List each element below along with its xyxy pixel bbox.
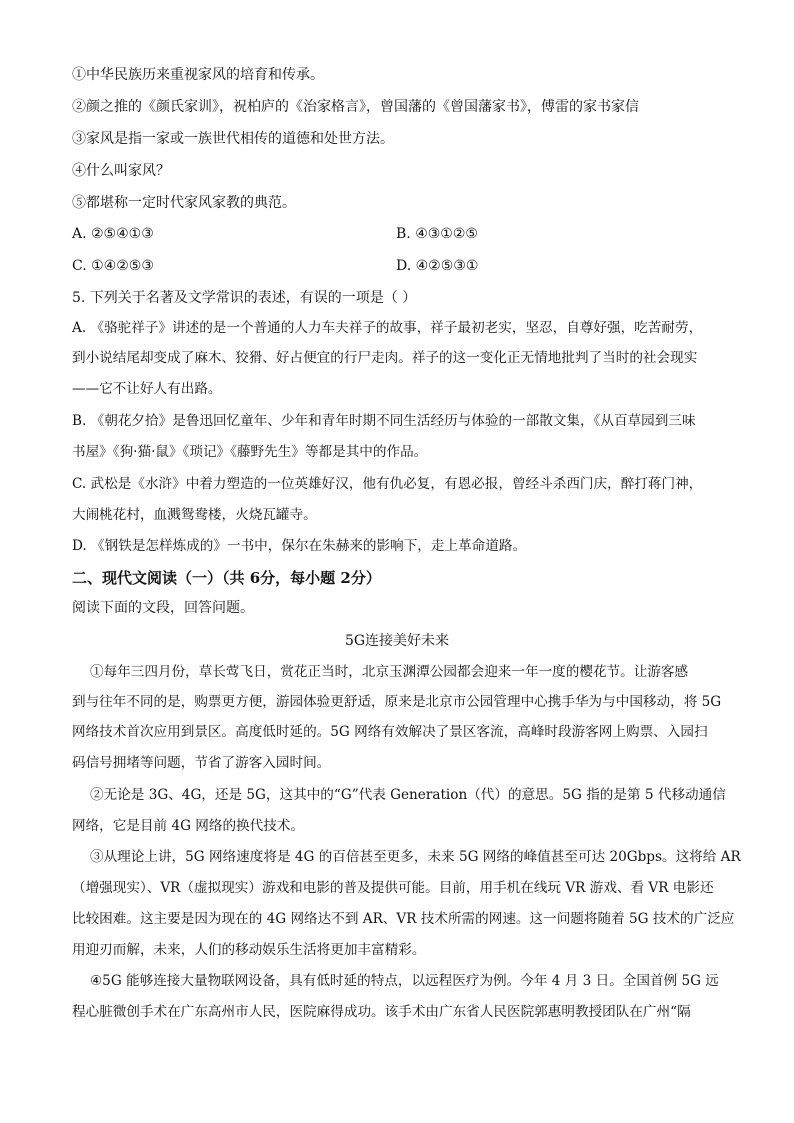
paragraph-3-line-1: ③从理论上讲，5G 网络速度将是 4G 的百倍甚至更多，未来 5G 网络的峰值甚至可达 20Gbps。这将给 AR (90, 849, 741, 865)
paragraph-3-line-3: 比较困难。这主要是因为现在的 4G 网络达不到 AR、VR 技术所需的网速。这一问题将随着 5G 技术的广泛应 (72, 911, 735, 927)
statement-3: ③家风是指一家或一族世代相传的道德和处世方法。 (72, 131, 394, 147)
q5-option-b-line-1: B. 《朝花夕拾》是鲁迅回忆童年、少年和青年时期不同生活经历与体验的一部散文集，《从百草园到三味 (72, 413, 696, 429)
statement-5: ⑤都堪称一定时代家风家教的典范。 (72, 195, 296, 211)
section-heading: 二、现代文阅读（一）（共 6分，每小题 2分） (72, 569, 381, 587)
paragraph-4-line-1: ④5G 能够连接大量物联网设备，具有低时延的特点，以远程医疗为例。今年 4 月 3 日。全国首例 5G 远 (90, 973, 719, 989)
paragraph-2-line-1: ②无论是 3G、4G，还是 5G，这其中的“G”代表 Generation（代）的意思。5G 指的是第 5 代移动通信 (90, 787, 726, 803)
paragraph-1-line-3: 网络技术首次应用到景区。高度低时延的。5G 网络有效解决了景区客流，高峰时段游客网上购票、入园扫 (72, 724, 708, 740)
article-title: 5G连接美好未来 (344, 633, 450, 649)
statement-1: ①中华民族历来重视家风的培育和传承。 (72, 67, 324, 83)
q5-option-c-line-1: C. 武松是《水浒》中着力塑造的一位英雄好汉，他有仇必复，有恩必报，曾经斗杀西门庆，醉打蒋门神， (72, 476, 703, 492)
statement-4: ④什么叫家风？ (72, 163, 170, 179)
paragraph-3-line-2: （增强现实）、VR（虚拟现实）游戏和电影的普及提供可能。目前，用手机在线玩 VR 游戏、看 VR 电影还 (72, 880, 714, 896)
q5-option-a-line-2: 到小说结尾却变成了麻木、狡猾、好占便宜的行尸走肉。祥子的这一变化正无情地批判了当时的社会现实 (72, 350, 698, 366)
paragraph-2-line-2: 网络，它是目前 4G 网络的换代技术。 (72, 818, 305, 834)
q4-option-a: A. ②⑤④①③ (72, 226, 154, 242)
paragraph-4-line-2: 程心脏微创手术在广东高州市人民，医院麻得成功。该手术由广东省人民医院郭惠明教授团队在广州“隔 (72, 1004, 691, 1020)
q4-option-b: B. ④③①②⑤ (396, 226, 478, 242)
q5-option-a-line-1: A. 《骆驼祥子》讲述的是一个普通的人力车夫祥子的故事，祥子最初老实，坚忍，自尊好强，吃苦耐劳， (72, 320, 703, 336)
reading-instruction: 阅读下面的文段，回答问题。 (72, 600, 254, 616)
q5-option-b-line-2: 书屋》《狗·猫·鼠》《琐记》《藤野先生》等都是其中的作品。 (72, 444, 428, 460)
q5-stem: 5. 下列关于名著及文学常识的表述，有误的一项是（ ） (72, 290, 417, 306)
q5-option-d-line-1: D. 《钢铁是怎样炼成的》一书中，保尔在朱赫来的影响下，走上革命道路。 (72, 538, 527, 554)
q4-option-d: D. ④②⑤③① (396, 258, 479, 274)
paragraph-1-line-1: ①每年三四月份，草长莺飞日，赏花正当时，北京玉渊潭公园都会迎来一年一度的樱花节。让游客感 (90, 664, 689, 680)
q5-option-c-line-2: 大闹桃花村，血溅鸳鸯楼，火烧瓦罐寺。 (72, 507, 317, 523)
paragraph-1-line-4: 码信号拥堵等问题，节省了游客入园时间。 (72, 755, 331, 771)
q5-option-a-line-3: ——它不让好人有出路。 (72, 381, 222, 397)
q4-option-c: C. ①④②⑤③ (72, 258, 154, 274)
paragraph-3-line-4: 用迎刃而解，未来，人们的移动娱乐生活将更加丰富精彩。 (72, 942, 426, 958)
paragraph-1-line-2: 到与往年不同的是，购票更方便，游园体验更舒适，原来是北京市公园管理中心携手华为与中国移动，将 5G (72, 694, 722, 710)
statement-2: ②颜之推的《颜氏家训》，祝柏庐的《治家格言》，曾国藩的《曾国藩家书》，傅雷的家书家信 (72, 99, 639, 115)
